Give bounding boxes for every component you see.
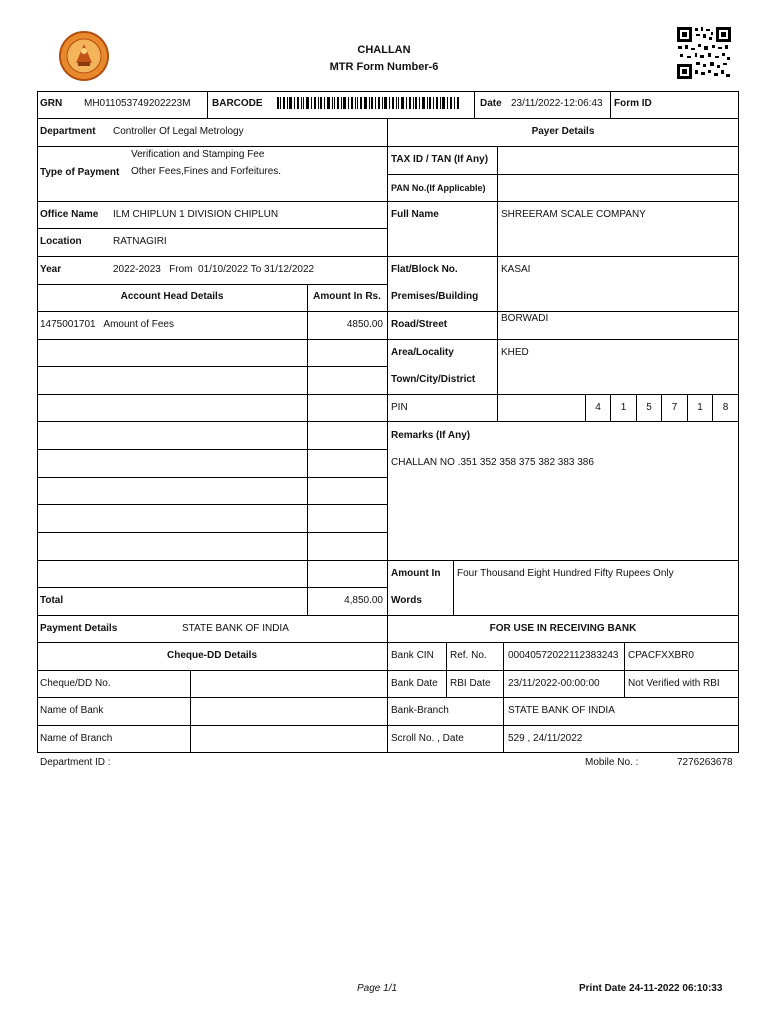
area-label: Area/Locality [391,347,454,358]
office-name-label: Office Name [40,209,99,220]
type-of-payment-line2: Other Fees,Fines and Forfeitures. [131,166,282,177]
rbi-status: Not Verified with RBI [628,678,720,689]
office-name-value: ILM CHIPLUN 1 DIVISION CHIPLUN [113,209,279,220]
mobile-label: Mobile No. : [585,757,639,768]
type-of-payment-line1: Verification and Stamping Fee [131,149,265,160]
barcode-label: BARCODE [212,98,263,109]
page-number: Page 1/1 [357,983,398,994]
ref-no-label: Ref. No. [450,650,487,661]
pin-digit: 7 [671,402,678,413]
grn-label: GRN [40,98,63,109]
bank-cin-label: Bank CIN [391,650,434,661]
payment-details-value: STATE BANK OF INDIA [182,623,289,634]
scroll-label: Scroll No. , Date [391,733,464,744]
town-label: Town/City/District [391,374,476,385]
ref-code: CPACFXXBR0 [628,650,694,661]
year-label: Year [40,264,62,275]
remarks-label: Remarks (If Any) [391,430,471,441]
department-label: Department [40,126,96,137]
pin-digit: 4 [595,402,601,413]
ref-no-value: 00040572022112383243 [508,650,619,661]
bank-date-label: Bank Date [391,678,438,689]
words-label: Words [391,595,422,606]
barcode-image [277,97,461,109]
print-date: Print Date 24-11-2022 06:10:33 [579,983,723,994]
bank-branch-label: Bank-Branch [391,705,449,716]
government-emblem [58,29,110,83]
account-row-amount: 4850.00 [346,319,383,330]
pin-label: PIN [391,402,408,413]
barcode-icon [277,97,461,109]
department-id-label: Department ID : [40,757,111,768]
rbi-date-value: 23/11/2022-00:00:00 [508,678,600,689]
name-of-branch-label: Name of Branch [40,733,113,744]
document-title: CHALLAN [357,44,411,56]
pin-digit: 1 [697,402,703,413]
location-value: RATNAGIRI [113,236,167,247]
remarks-value: CHALLAN NO .351 352 358 375 382 383 386 [391,457,594,468]
location-label: Location [40,236,82,247]
pan-label: PAN No.(If Applicable) [391,183,486,193]
full-name-value: SHREERAM SCALE COMPANY [501,209,646,220]
payer-details-header: Payer Details [531,126,595,137]
account-row-head: 1475001701 Amount of Fees [40,319,174,330]
maharashtra-seal-icon [58,29,110,83]
mobile-value: 7276263678 [677,757,733,768]
flat-value: KASAI [501,264,531,275]
bank-branch-value: STATE BANK OF INDIA [508,705,615,716]
amount-header: Amount In Rs. [313,291,381,302]
cheque-dd-no-label: Cheque/DD No. [40,678,111,689]
amount-in-label: Amount In [391,568,441,579]
cheque-dd-header: Cheque-DD Details [166,650,257,661]
form-id-label: Form ID [614,98,652,109]
receiving-bank-header: FOR USE IN RECEIVING BANK [489,623,637,634]
payment-details-label: Payment Details [40,623,118,634]
total-label: Total [40,595,64,606]
date-value: 23/11/2022-12:06:43 [511,98,603,109]
pin-digit: 1 [620,402,627,413]
road-value: BORWADI [501,313,549,324]
pin-digit: 5 [646,402,652,413]
name-of-bank-label: Name of Bank [40,705,104,716]
road-label: Road/Street [391,319,448,330]
grn-value: MH011053749202223M [84,98,191,109]
total-value: 4,850.00 [344,595,383,606]
pin-digit: 8 [722,402,729,413]
qr-code-icon [676,26,732,80]
rbi-date-label: RBI Date [450,678,491,689]
tax-id-label: TAX ID / TAN (If Any) [391,154,489,165]
amount-in-words: Four Thousand Eight Hundred Fifty Rupees Only [457,568,674,579]
qr-code [676,26,732,80]
year-value: 2022-2023 From 01/10/2022 To 31/12/2022 [113,264,315,275]
full-name-label: Full Name [391,209,439,220]
premises-label: Premises/Building [391,291,479,302]
form-number: MTR Form Number-6 [329,61,439,73]
department-value: Controller Of Legal Metrology [113,126,244,137]
flat-label: Flat/Block No. [391,264,458,275]
account-head-header: Account Head Details [120,291,224,302]
scroll-value: 529 , 24/11/2022 [508,733,583,744]
date-label: Date [480,98,502,109]
type-of-payment-label: Type of Payment [40,167,120,178]
area-value: KHED [501,347,529,358]
